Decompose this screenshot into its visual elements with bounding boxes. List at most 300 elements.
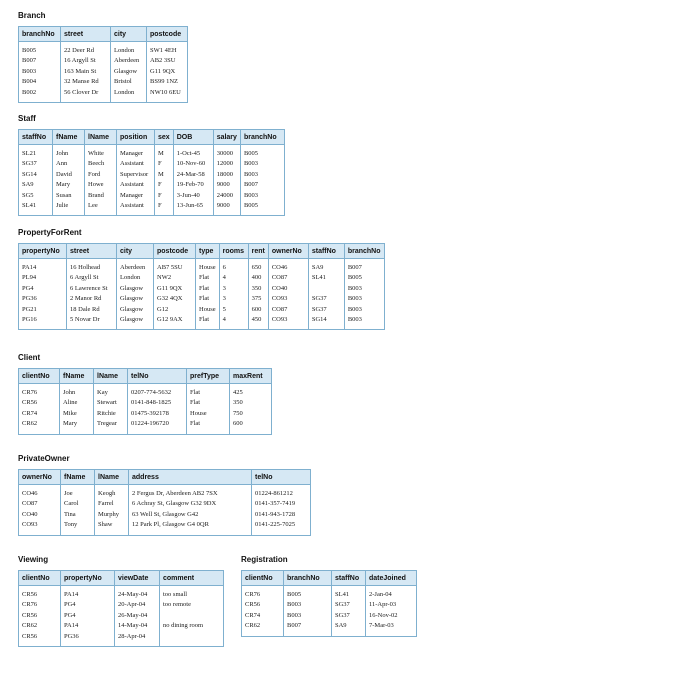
property-cell-propertyno: PA14 [22,264,37,271]
property-cell-city: Glasgow [117,284,154,294]
property-header-branchno: branchNo [344,244,384,259]
staff-cell-position: Manager [117,145,155,160]
staff-header-fname: fName [53,130,85,145]
property-cell-staffno: SL41 [308,273,344,283]
client-cell-preftype: Flat [187,419,230,434]
property-cell-staffno: SG37 [308,294,344,304]
owner-cell-telno: 01224-861212 [252,485,311,500]
viewing-cell-viewdate: 14-May-04 [115,621,160,631]
table-row [19,384,272,399]
branch-cell-branchno: B005 [22,47,37,54]
client-header-lname: lName [94,369,128,384]
owner-cell-telno: 0141-225-7025 [252,520,311,535]
staff-header-position: position [117,130,155,145]
table-row [19,621,224,631]
property-cell-branchno: B005 [344,273,384,283]
registration-cell-clientno: CR56 [245,601,261,609]
table-row [19,398,272,408]
staff-cell-salary: 12000 [213,159,240,169]
branch-cell-city: London [111,42,147,57]
table-row [19,499,311,509]
property-cell-postcode: G11 9QX [154,284,196,294]
owner-title: PrivateOwner [18,454,70,463]
client-cell-clientno: CR74 [22,409,38,417]
staff-header-salary: salary [213,130,240,145]
property-cell-rooms: 4 [219,315,248,330]
table-row [19,315,385,330]
branch-cell-branchno: B002 [22,88,37,96]
table-row [19,510,311,520]
property-cell-branchno: B007 [344,259,384,274]
branch-cell-postcode: BS99 1NZ [147,77,188,87]
staff-section [18,114,285,216]
staff-cell-staffno: SG14 [22,170,37,178]
branch-cell-street: 32 Manse Rd [61,77,111,87]
table-row [19,520,311,535]
table-row [19,67,188,77]
staff-cell-staffno: SL41 [22,202,37,210]
branch-cell-branchno: B007 [22,57,37,65]
owner-cell-address: 63 Well St, Glasgow G42 [129,510,252,520]
table-row [242,586,417,601]
viewing-cell-propertyno: PG36 [61,632,115,647]
property-cell-ownerno: CO87 [268,305,308,315]
staff-cell-fname: Julie [53,201,85,216]
owner-header-lname: lName [95,470,129,485]
property-cell-rooms: 5 [219,305,248,315]
property-cell-ownerno: CO40 [268,284,308,294]
viewing-header-comment: comment [160,571,224,586]
registration-table [241,570,417,637]
staff-cell-branchno: B003 [240,170,284,180]
property-cell-rent: 400 [248,273,268,283]
staff-cell-sex: F [155,180,174,190]
registration-cell-staffno: SA9 [332,621,366,636]
branch-cell-postcode: G11 9QX [147,67,188,77]
branch-cell-city: Glasgow [111,67,147,77]
viewing-cell-clientno: CR56 [22,632,38,640]
branch-cell-city: Aberdeen [111,56,147,66]
registration-title: Registration [241,555,288,564]
property-table [18,243,385,330]
registration-cell-datejoined: 11-Apr-03 [366,600,417,610]
registration-cell-staffno: SG37 [332,611,366,621]
property-cell-ownerno: CO93 [268,315,308,330]
table-row [19,259,385,274]
table-row [19,170,285,180]
branch-table [18,26,188,103]
property-cell-type: Flat [196,273,220,283]
branch-cell-city: Bristol [111,77,147,87]
property-header-propertyno: propertyNo [19,244,67,259]
property-cell-street: 18 Dale Rd [67,305,117,315]
property-cell-rooms: 6 [219,259,248,274]
staff-cell-lname: Lee [85,201,117,216]
registration-cell-staffno: SL41 [332,586,366,601]
client-cell-lname: Ritchie [94,409,128,419]
table-row [19,159,285,169]
client-cell-lname: Stewart [94,398,128,408]
staff-cell-salary: 9000 [213,201,240,216]
registration-cell-clientno: CR62 [245,622,261,630]
staff-cell-fname: David [53,170,85,180]
staff-cell-staffno: SA9 [22,181,34,189]
table-row [19,180,285,190]
staff-cell-dob: 1-Oct-45 [173,145,213,160]
staff-cell-staffno: SG37 [22,160,37,168]
viewing-cell-comment: too small [160,586,224,601]
registration-section [241,555,417,637]
property-cell-postcode: G12 9AX [154,315,196,330]
staff-cell-position: Supervisor [117,170,155,180]
owner-cell-ownerno: CO87 [22,500,38,508]
property-cell-rent: 350 [248,284,268,294]
viewing-cell-viewdate: 24-May-04 [115,586,160,601]
property-cell-type: Flat [196,294,220,304]
staff-cell-salary: 30000 [213,145,240,160]
staff-cell-dob: 24-Mar-58 [173,170,213,180]
property-cell-postcode: G12 [154,305,196,315]
owner-cell-telno: 0141-357-7419 [252,499,311,509]
property-cell-type: House [196,305,220,315]
viewing-header-propertyno: propertyNo [61,571,115,586]
property-cell-postcode: G32 4QX [154,294,196,304]
staff-cell-sex: M [155,170,174,180]
staff-cell-position: Assistant [117,201,155,216]
property-title: PropertyForRent [18,228,82,237]
table-row [242,621,417,636]
property-cell-rent: 450 [248,315,268,330]
branch-title: Branch [18,11,46,20]
branch-cell-postcode: NW10 6EU [147,88,188,103]
property-cell-postcode: NW2 [154,273,196,283]
viewing-cell-comment: no dining room [160,621,224,631]
client-header-fname: fName [60,369,94,384]
branch-cell-branchno: B003 [22,67,37,75]
viewing-cell-viewdate: 20-Apr-04 [115,600,160,610]
staff-cell-salary: 18000 [213,170,240,180]
staff-title: Staff [18,114,36,123]
property-cell-city: London [117,273,154,283]
registration-cell-branchno: B005 [284,586,332,601]
staff-cell-salary: 24000 [213,191,240,201]
staff-cell-lname: Brand [85,191,117,201]
client-title: Client [18,353,41,362]
table-row [242,600,417,610]
property-header-city: city [117,244,154,259]
registration-cell-datejoined: 7-Mar-03 [366,621,417,636]
property-cell-city: Aberdeen [117,259,154,274]
owner-cell-ownerno: CO93 [22,521,38,529]
branch-cell-city: London [111,88,147,103]
property-cell-street: 16 Holhead [67,259,117,274]
client-cell-preftype: Flat [187,398,230,408]
client-header-clientno: clientNo [19,369,60,384]
staff-cell-staffno: SG5 [22,191,34,199]
table-row [19,88,188,103]
property-cell-street: 5 Novar Dr [67,315,117,330]
property-cell-ownerno: CO93 [268,294,308,304]
property-cell-rooms: 4 [219,273,248,283]
branch-header-city: city [111,27,147,42]
client-cell-clientno: CR62 [22,420,38,428]
property-header-staffno: staffNo [308,244,344,259]
branch-cell-street: 16 Argyll St [61,56,111,66]
table-row [19,56,188,66]
staff-cell-branchno: B005 [240,145,284,160]
property-cell-branchno: B003 [344,284,384,294]
owner-cell-fname: Carol [61,499,95,509]
staff-cell-fname: Ann [53,159,85,169]
registration-cell-staffno: SG37 [332,600,366,610]
property-cell-city: Glasgow [117,315,154,330]
property-section [18,228,385,330]
viewing-cell-clientno: CR62 [22,622,38,630]
client-cell-preftype: House [187,409,230,419]
owner-cell-ownerno: CO46 [22,490,38,497]
staff-cell-lname: Howe [85,180,117,190]
property-cell-propertyno: PG21 [22,305,37,313]
property-header-postcode: postcode [154,244,196,259]
client-cell-maxrent: 425 [230,384,272,399]
branch-cell-street: 22 Deer Rd [61,42,111,57]
staff-cell-fname: Susan [53,191,85,201]
property-cell-propertyno: PG36 [22,295,37,303]
registration-cell-datejoined: 16-Nov-02 [366,611,417,621]
table-row [19,600,224,610]
branch-cell-postcode: AB2 3SU [147,56,188,66]
staff-cell-dob: 3-Jun-40 [173,191,213,201]
property-cell-staffno [308,284,344,294]
staff-cell-sex: F [155,191,174,201]
client-cell-telno: 01224-196720 [128,419,187,434]
registration-header-clientno: clientNo [242,571,284,586]
client-cell-fname: Mike [60,409,94,419]
table-row [19,284,385,294]
branch-cell-street: 163 Main St [61,67,111,77]
client-table [18,368,272,435]
property-cell-type: House [196,259,220,274]
staff-cell-fname: John [53,145,85,160]
staff-cell-dob: 10-Nov-60 [173,159,213,169]
owner-header-telno: telNo [252,470,311,485]
property-header-rent: rent [248,244,268,259]
property-cell-rent: 600 [248,305,268,315]
client-header-maxrent: maxRent [230,369,272,384]
property-cell-city: Glasgow [117,305,154,315]
property-cell-street: 6 Lawrence St [67,284,117,294]
property-cell-branchno: B003 [344,315,384,330]
staff-header-dob: DOB [173,130,213,145]
staff-header-staffno: staffNo [19,130,53,145]
client-cell-lname: Kay [94,384,128,399]
property-cell-branchno: B003 [344,305,384,315]
owner-header-fname: fName [61,470,95,485]
property-cell-street: 6 Argyll St [67,273,117,283]
table-row [19,191,285,201]
property-header-ownerno: ownerNo [268,244,308,259]
owner-cell-address: 12 Park Pl, Glasgow G4 0QR [129,520,252,535]
client-cell-clientno: CR56 [22,399,38,407]
client-section [18,353,272,435]
table-row [19,294,385,304]
branch-header-street: street [61,27,111,42]
branch-header-postcode: postcode [147,27,188,42]
branch-header-branchno: branchNo [19,27,61,42]
registration-header-staffno: staffNo [332,571,366,586]
property-cell-rent: 650 [248,259,268,274]
owner-section [18,454,311,536]
owner-cell-address: 6 Achray St, Glasgow G32 9DX [129,499,252,509]
client-cell-maxrent: 600 [230,419,272,434]
viewing-title: Viewing [18,555,49,564]
property-header-type: type [196,244,220,259]
registration-cell-clientno: CR74 [245,611,261,619]
client-header-telno: telNo [128,369,187,384]
table-row [19,485,311,500]
owner-cell-lname: Farrel [95,499,129,509]
staff-header-lname: lName [85,130,117,145]
viewing-cell-viewdate: 28-Apr-04 [115,632,160,647]
property-header-rooms: rooms [219,244,248,259]
staff-cell-branchno: B007 [240,180,284,190]
viewing-cell-viewdate: 26-May-04 [115,611,160,621]
owner-cell-fname: Joe [61,485,95,500]
owner-cell-lname: Shaw [95,520,129,535]
owner-cell-telno: 0141-943-1728 [252,510,311,520]
staff-cell-branchno: B003 [240,159,284,169]
registration-header-datejoined: dateJoined [366,571,417,586]
staff-header-branchno: branchNo [240,130,284,145]
registration-header-branchno: branchNo [284,571,332,586]
property-cell-rooms: 3 [219,284,248,294]
client-cell-preftype: Flat [187,384,230,399]
client-cell-clientno: CR76 [22,389,38,396]
property-cell-propertyno: PG16 [22,316,37,324]
table-row [19,632,224,647]
owner-cell-fname: Tony [61,520,95,535]
property-cell-type: Flat [196,284,220,294]
staff-cell-position: Manager [117,191,155,201]
table-row [242,611,417,621]
client-header-preftype: prefType [187,369,230,384]
staff-cell-dob: 13-Jun-65 [173,201,213,216]
viewing-cell-clientno: CR76 [22,601,38,609]
staff-cell-lname: Beech [85,159,117,169]
staff-cell-position: Assistant [117,180,155,190]
table-row [19,305,385,315]
viewing-cell-propertyno: PG4 [61,611,115,621]
client-cell-maxrent: 350 [230,398,272,408]
staff-table [18,129,285,216]
owner-cell-fname: Tina [61,510,95,520]
registration-cell-clientno: CR76 [245,591,261,598]
property-cell-postcode: AB7 5SU [154,259,196,274]
staff-cell-sex: F [155,201,174,216]
staff-cell-position: Assistant [117,159,155,169]
property-cell-staffno: SG14 [308,315,344,330]
owner-cell-address: 2 Fergus Dr, Aberdeen AB2 7SX [129,485,252,500]
staff-cell-sex: F [155,159,174,169]
branch-cell-street: 56 Clover Dr [61,88,111,103]
client-cell-maxrent: 750 [230,409,272,419]
viewing-header-viewdate: viewDate [115,571,160,586]
staff-cell-branchno: B005 [240,201,284,216]
owner-table [18,469,311,536]
property-cell-staffno: SG37 [308,305,344,315]
table-row [19,42,188,57]
client-cell-fname: Mary [60,419,94,434]
staff-cell-branchno: B003 [240,191,284,201]
viewing-table [18,570,224,647]
table-row [19,145,285,160]
client-cell-telno: 0207-774-5632 [128,384,187,399]
client-cell-fname: Aline [60,398,94,408]
viewing-header-clientno: clientNo [19,571,61,586]
registration-cell-branchno: B003 [284,611,332,621]
staff-cell-sex: M [155,145,174,160]
property-cell-ownerno: CO46 [268,259,308,274]
registration-cell-branchno: B007 [284,621,332,636]
property-cell-street: 2 Manor Rd [67,294,117,304]
viewing-cell-propertyno: PG4 [61,600,115,610]
owner-header-ownerno: ownerNo [19,470,61,485]
staff-cell-salary: 9000 [213,180,240,190]
staff-cell-lname: Ford [85,170,117,180]
client-cell-lname: Tregear [94,419,128,434]
table-row [19,419,272,434]
viewing-section [18,555,224,647]
viewing-cell-clientno: CR56 [22,591,38,598]
client-cell-telno: 01475-392178 [128,409,187,419]
owner-cell-lname: Murphy [95,510,129,520]
viewing-cell-comment [160,611,224,621]
table-row [19,201,285,216]
viewing-cell-clientno: CR56 [22,611,38,619]
property-cell-ownerno: CO87 [268,273,308,283]
branch-cell-postcode: SW1 4EH [147,42,188,57]
property-cell-staffno: SA9 [308,259,344,274]
owner-cell-ownerno: CO40 [22,510,38,518]
table-row [19,273,385,283]
property-cell-branchno: B003 [344,294,384,304]
registration-cell-branchno: B003 [284,600,332,610]
staff-header-sex: sex [155,130,174,145]
viewing-cell-propertyno: PA14 [61,586,115,601]
viewing-cell-comment: too remote [160,600,224,610]
staff-cell-dob: 19-Feb-70 [173,180,213,190]
branch-cell-branchno: B004 [22,78,37,86]
table-row [19,77,188,87]
owner-cell-lname: Keogh [95,485,129,500]
client-cell-telno: 0141-848-1825 [128,398,187,408]
branch-section [18,11,188,103]
owner-header-address: address [129,470,252,485]
property-cell-rooms: 3 [219,294,248,304]
client-cell-fname: John [60,384,94,399]
table-row [19,611,224,621]
property-header-street: street [67,244,117,259]
property-cell-rent: 375 [248,294,268,304]
property-cell-propertyno: PG4 [22,284,34,292]
property-cell-city: Glasgow [117,294,154,304]
staff-cell-staffno: SL21 [22,150,37,157]
viewing-cell-propertyno: PA14 [61,621,115,631]
property-cell-propertyno: PL94 [22,274,37,282]
table-row [19,586,224,601]
staff-cell-lname: White [85,145,117,160]
staff-cell-fname: Mary [53,180,85,190]
